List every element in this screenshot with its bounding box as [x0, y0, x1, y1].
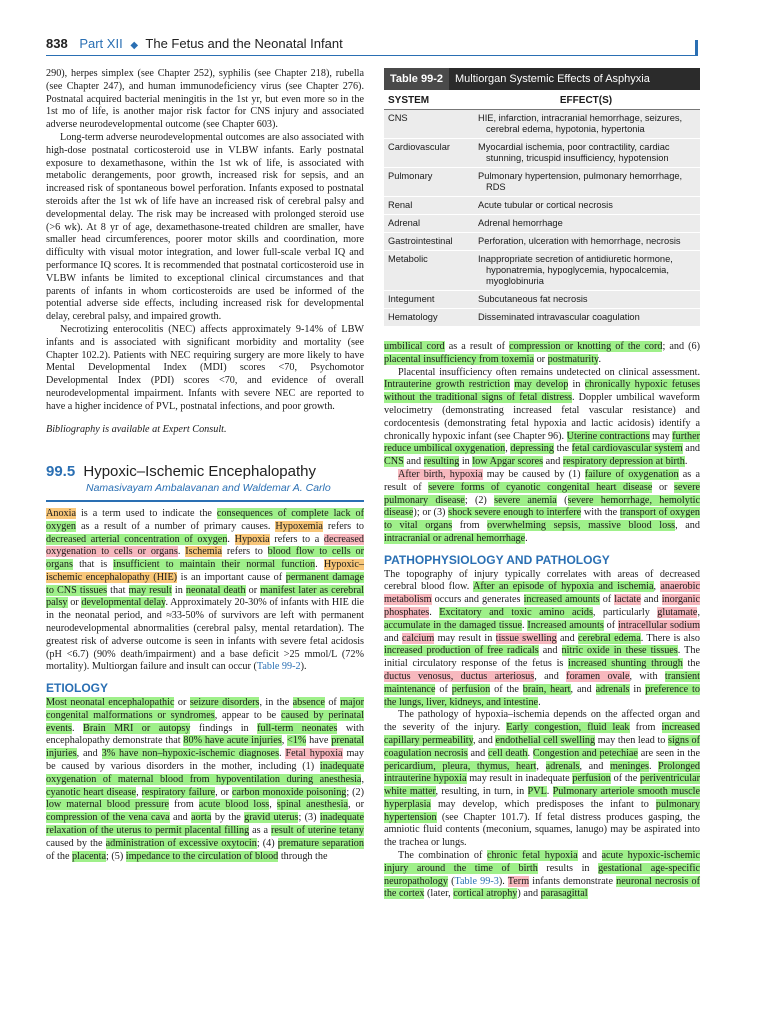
- effect-line: Subcutaneous fat necrosis: [478, 294, 588, 304]
- paragraph-nec: Necrotizing enterocolitis (NEC) affects approximately 9-14% of LBW infants and is associated with significant morbidity and mortality (see Chapter 102.2). Patients with NEC requiring surgery are more likely to have Mental Developmental Index (MDI) scores <70, Psychomotor Developmental Index (PDI) scores <70, and evidence of overall neurodevelopmental impairment. Infants with severe NEC are reported to have a higher incidence of PVL, postnatal infections, and poor growth.: [46, 323, 364, 412]
- table-cell-effects: [472, 294, 700, 305]
- section-authors: Namasivayam Ambalavanan and Waldemar A. Carlo: [46, 482, 364, 502]
- table-row: [384, 215, 700, 233]
- effect-line: HIE, infarction, intracranial hemorrhage, seizures,: [478, 113, 683, 123]
- paragraph-placenta-cont: umbilical cord as a result of compression or knotting of the cord; and (6) placental insufficiency from toxemia or postmaturity.: [384, 341, 700, 365]
- bibliography-note: Bibliography is available at Expert Consult.: [46, 423, 227, 435]
- table-cell-effects: [472, 200, 700, 211]
- header-tick: [695, 40, 698, 56]
- section-heading: [46, 463, 364, 481]
- table-cell-effects: [472, 312, 700, 323]
- table-row: [384, 233, 700, 251]
- paragraph-pathophysiology: The topography of injury typically correlates with areas of decreased cerebral blood flow. After an episode of hypoxia and ischemia, anaerobic metabolism occurs and generates increased amounts of lactate and inorganic phosphates. Excitatory and toxic amino acids, particularly glutamate, accumulate in the damaged tissue. Increased amounts of intracellular sodium and calcium may result in tissue swelling and cerebral edema. There is also increased production of free radicals and nitric oxide in these tissues. The initial circulatory response of the fetus is increased shunting through the ductus venosus, ductus arteriosus, and foramen ovale, with transient maintenance of perfusion of the brain, heart, and adrenals in preference to the lungs, liver, kidneys, and intestine.: [384, 568, 701, 708]
- effect-line: hyponatremia, hypoglycemia, hypocalcemia,: [486, 265, 669, 275]
- table-cell-system: Gastrointestinal: [388, 236, 453, 246]
- table-title: Multiorgan Systemic Effects of Asphyxia: [455, 72, 650, 85]
- header-rule: [46, 55, 698, 56]
- effect-line: Adrenal hemorrhage: [478, 218, 563, 228]
- table-row: [384, 168, 700, 197]
- table-cell-effects: [472, 236, 700, 247]
- part-title: The Fetus and the Neonatal Infant: [145, 36, 343, 51]
- table-row: [384, 309, 700, 327]
- table-row: [384, 251, 700, 291]
- paragraph-corticosteroids: Long-term adverse neurodevelopmental outcomes are also associated with high-dose postnatal corticosteroid use in VLBW infants. Early postnatal exposure to dexamethasone, within the 1st wk of life, is associated with metabolic derangements, poor growth, increased risk for sepsis, and an increased risk of spontaneous bowel perforation. Infants exposed to postnatal steroids after the 1st wk of life have an increased risk of cerebral palsy and developmental delay. The risk may be increased with prolonged steroid use (>6 wk). At 8 yr of age, dexamethasone-treated children are smaller, have smaller head circumferences, poorer motor skills and coordination, more difficulty with visual motor integration, and lower full-scale verbal IQ and performance IQ scores. It is recommended that postnatal corticosteroid use in VLBW infants be limited to exceptional clinical circumstances and that parents of infants in whom corticosteroids are used be informed of the potential adverse side effects, including increased risk for developmental delay, cerebral palsy, and impaired growth.: [46, 131, 364, 323]
- column-header-system: SYSTEM: [388, 95, 430, 106]
- left-column: [46, 68, 364, 863]
- table-cell-system: Metabolic: [388, 254, 428, 264]
- paragraph-infections: 290), herpes simplex (see Chapter 252), syphilis (see Chapter 218), rubella (see Chapter 247), and human immunodeficiency virus (see Chapter 276). Postnatal acquired bacterial meningitis in the 1st yr, but even more so in the 1st mo of life, is another major risk factor for CNS injury and associated adverse neurodevelopmental outcome (see Chapter 603).: [46, 68, 364, 131]
- effect-line: Acute tubular or cortical necrosis: [478, 200, 613, 210]
- running-header: [46, 36, 700, 56]
- table-cell-effects: [472, 142, 700, 164]
- table-cell-effects: [472, 218, 700, 229]
- table-cell-system: Renal: [388, 200, 413, 210]
- table-cell-system: Adrenal: [388, 218, 421, 228]
- paragraph-anoxia: Anoxia is a term used to indicate the consequences of complete lack of oxygen as a result of a number of primary causes. Hypoxemia refers to decreased arterial concentration of oxygen. Hypoxia refers to a decreased oxygenation to cells or organs. Ischemia refers to blood flow to cells or organs that is insufficient to maintain their normal function. Hypoxic–ischemic encephalopathy (HIE) is an important cause of permanent damage to CNS tissues that may result in neonatal death or manifest later as cerebral palsy or developmental delay. Approximately 20-30% of infants with HIE die in the neonatal period, and ≈33-50% of survivors are left with permanent neurodevelopmental abnormalities (cerebral palsy, mental retardation). The greatest risk of adverse outcome is seen in infants with severe fetal acidosis (pH <6.7) (90% death/impairment) and a base deficit >25 mmol/L (72% mortality). Multiorgan failure and insult can occur (Table 99-2).: [46, 507, 365, 673]
- diamond-icon: ◆: [130, 40, 139, 51]
- etiology-heading: ETIOLOGY: [46, 681, 109, 696]
- table-cell-system: CNS: [388, 113, 408, 123]
- page-number: 838: [46, 36, 68, 51]
- table-column-headers: [384, 90, 700, 110]
- column-header-effects: EFFECT(S): [559, 95, 613, 106]
- effect-line: RDS: [486, 182, 506, 192]
- table-99-2: [384, 68, 700, 327]
- table-cell-system: Hematology: [388, 312, 438, 322]
- table-row: [384, 197, 700, 215]
- effect-line: Pulmonary hypertension, pulmonary hemorrhage,: [478, 171, 683, 181]
- table-row: [384, 110, 700, 139]
- section-number: 99.5: [46, 463, 76, 481]
- effect-line: Myocardial ischemia, poor contractility, cardiac: [478, 142, 670, 152]
- right-column: [384, 68, 700, 901]
- effect-line: Perforation, ulceration with hemorrhage, necrosis: [478, 236, 681, 246]
- table-number: Table 99-2: [384, 68, 449, 90]
- table-cell-system: Integument: [388, 294, 435, 304]
- table-cell-effects: [472, 113, 700, 135]
- effect-line: Inappropriate secretion of antidiuretic hormone,: [478, 254, 673, 264]
- effect-line: stunning, tricuspid insufficiency, hypotension: [486, 153, 669, 163]
- table-row: [384, 139, 700, 168]
- effect-line: myoglobinuria: [486, 276, 544, 286]
- section-title: Hypoxic–Ischemic Encephalopathy: [83, 463, 316, 481]
- table-cell-system: Pulmonary: [388, 171, 433, 181]
- paragraph-etiology: Most neonatal encephalopathic or seizure disorders, in the absence of major congenital malformations or syndromes, appear to be caused by perinatal events. Brain MRI or autopsy findings in full-term neonates with encephalopathy demonstrate that 80% have acute injuries, <1% have prenatal injuries, and 3% have non–hypoxic-ischemic diagnoses. Fetal hypoxia may be caused by various disorders in the mother, including (1) inadequate oxygenation of maternal blood from hypoventilation during anesthesia, cyanotic heart disease, respiratory failure, or carbon monoxide poisoning; (2) low maternal blood pressure from acute blood loss, spinal anesthesia, or compression of the vena cava and aorta by the gravid uterus; (3) inadequate relaxation of the uterus to permit placental filling as a result of uterine tetany caused by the administration of excessive oxytocin; (4) premature separation of the placenta; (5) impedance to the circulation of blood through the: [46, 697, 365, 862]
- table-cell-effects: [472, 171, 700, 193]
- paragraph-combination: The combination of chronic fetal hypoxia and acute hypoxic-ischemic injury around the time of birth results in gestational age-specific neuropathology (Table 99-3). Term infants demonstrate neuronal necrosis of the cortex (later, cortical atrophy) and parasagittal: [384, 850, 700, 900]
- table-row: [384, 291, 700, 309]
- table-body: [384, 110, 700, 327]
- table-cell-effects: [472, 254, 700, 287]
- paragraph-pathology: The pathology of hypoxia–ischemia depends on the affected organ and the severity of the injury. Early congestion, fluid leak from increased capillary permeability, and endothelial cell swelling may then lead to signs of coagulation necrosis and cell death. Congestion and petechiae are seen in the pericardium, pleura, thymus, heart, adrenals, and meninges. Prolonged intrauterine hypoxia may result in inadequate perfusion of the periventricular white matter, resulting, in turn, in PVL. Pulmonary arteriole smooth muscle hyperplasia may develop, which predisposes the infant to pulmonary hypertension (see Chapter 101.7). If fetal distress produces gasping, the amniotic fluid contents (meconium, squames, lanugo) may be aspirated into the trachea or lungs.: [384, 709, 701, 849]
- table-cell-system: Cardiovascular: [388, 142, 451, 152]
- effect-line: Disseminated intravascular coagulation: [478, 312, 640, 322]
- table-header: [384, 68, 700, 90]
- effect-line: cerebral edema, hypotonia, hypertonia: [486, 124, 645, 134]
- paragraph-after-birth: After birth, hypoxia may be caused by (1) failure of oxygenation as a result of severe forms of cyanotic congenital heart disease or severe pulmonary disease; (2) severe anemia (severe hemorrhage, hemolytic disease); or (3) shock severe enough to interfere with the transport of oxygen to vital organs from overwhelming sepsis, massive blood loss, and intracranial or adrenal hemorrhage.: [384, 468, 701, 544]
- paragraph-placental-insufficiency: Placental insufficiency often remains undetected on clinical assessment. Intrauterine growth restriction may develop in chronically hypoxic fetuses without the traditional signs of fetal distress. Doppler umbilical waveform velocimetry (demonstrating increased fetal vascular resistance) and cordocentesis (demonstrating fetal hypoxia and lactic acidosis) identify a chronically hypoxic infant (see Chapter 96). Uterine contractions may further reduce umbilical oxygenation, depressing the fetal cardiovascular system and CNS and resulting in low Apgar scores and respiratory depression at birth.: [384, 366, 701, 468]
- pathophysiology-heading: PATHOPHYSIOLOGY AND PATHOLOGY: [384, 552, 610, 567]
- part-label: Part XII: [79, 36, 123, 51]
